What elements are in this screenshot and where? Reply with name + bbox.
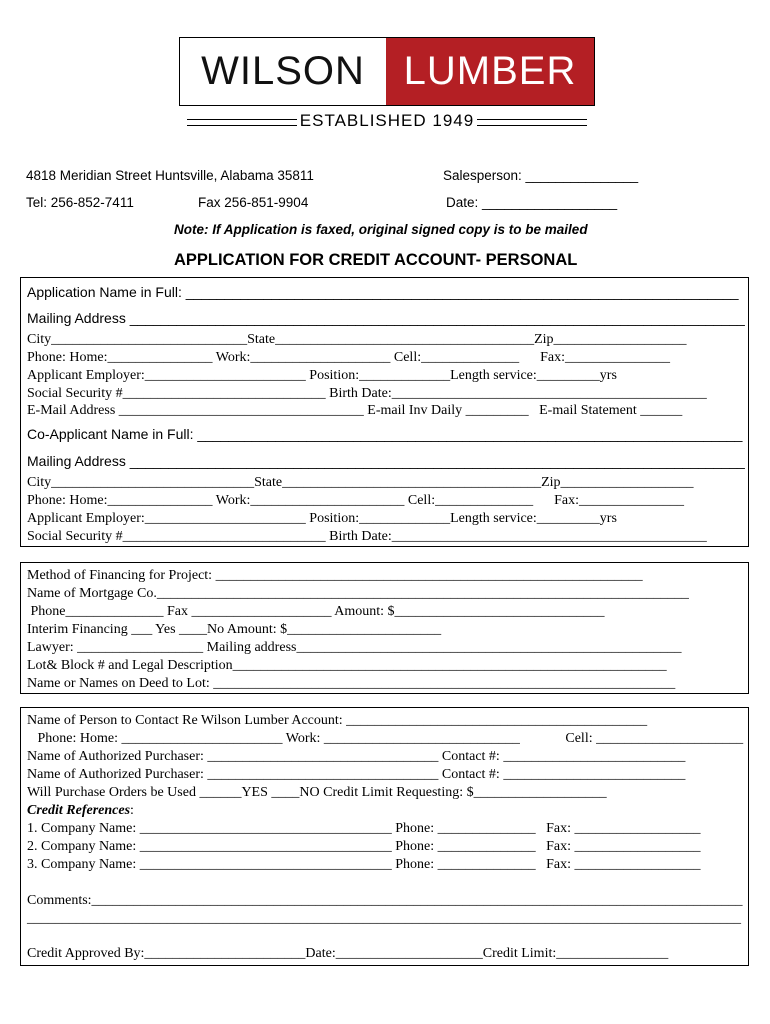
coapplicant-name-field[interactable]: Co-Applicant Name in Full: ______________________________________________________________________ [27, 426, 743, 442]
authorized-purchaser-2[interactable]: Name of Authorized Purchaser: _________________________________ Contact #: __________________________ [27, 767, 686, 782]
ssn-birthdate-row[interactable]: Social Security #_____________________________ Birth Date:_____________________________________________ [27, 386, 707, 401]
phone-row[interactable]: Phone: Home:_______________ Work:____________________ Cell:______________ Fax:_______________ [27, 350, 670, 365]
deed-names-field[interactable]: Name or Names on Deed to Lot: __________________________________________________________________ [27, 676, 676, 691]
credit-reference-2[interactable]: 2. Company Name: ____________________________________ Phone: ______________ Fax: __________________ [27, 839, 701, 854]
mortgage-company-field[interactable]: Name of Mortgage Co.____________________________________________________________________________ [27, 586, 689, 601]
logo-lumber-text: LUMBER [386, 38, 594, 105]
credit-references-label: Credit References [27, 803, 131, 818]
application-name-field[interactable]: Application Name in Full: _______________________________________________________________________ [27, 284, 739, 300]
credit-references-colon: : [130, 803, 134, 818]
mailing-address-field[interactable]: Mailing Address _______________________________________________________________________________ [27, 310, 745, 326]
credit-approval-row[interactable]: Credit Approved By:_______________________Date:_____________________Credit Limit:________________ [27, 946, 669, 961]
email-row[interactable]: E-Mail Address ___________________________________ E-mail Inv Daily _________ E-mail Statement ______ [27, 403, 683, 418]
phone-fax-amount-row[interactable]: Phone______________ Fax ____________________ Amount: $______________________________ [27, 604, 605, 619]
decorative-rule-right [477, 119, 587, 126]
references-section [20, 707, 749, 966]
form-title: APPLICATION FOR CREDIT ACCOUNT- PERSONAL [174, 251, 578, 269]
established-text: ESTABLISHED 1949 [299, 111, 475, 130]
lawyer-row[interactable]: Lawyer: __________________ Mailing address_______________________________________________________ [27, 640, 682, 655]
co-employer-row[interactable]: Applicant Employer:_______________________ Position:_____________Length service:_________yrs [27, 511, 617, 526]
company-address: 4818 Meridian Street Huntsville, Alabama 35811 [26, 168, 314, 183]
salesperson-field[interactable]: Salesperson: _______________ [443, 168, 639, 183]
purchase-orders-row[interactable]: Will Purchase Orders be Used ______YES ____NO Credit Limit Requesting: $___________________ [27, 785, 607, 800]
comments-field-line-2[interactable]: ______________________________________________________________________________________________________ [27, 911, 741, 926]
co-mailing-address-field[interactable]: Mailing Address _______________________________________________________________________________ [27, 453, 745, 469]
fax-note: Note: If Application is faxed, original signed copy is to be mailed [174, 222, 588, 237]
financing-method-field[interactable]: Method of Financing for Project: _____________________________________________________________ [27, 568, 643, 583]
logo-wilson-text: WILSON [201, 49, 365, 93]
financing-section [20, 562, 749, 694]
established-banner [179, 111, 595, 135]
contact-phone-row[interactable]: Phone: Home: _______________________ Work: ____________________________ Cell: _____________________ [27, 731, 744, 746]
company-fax: Fax 256-851-9904 [198, 195, 309, 210]
lot-block-field[interactable]: Lot& Block # and Legal Description______________________________________________________________ [27, 658, 667, 673]
authorized-purchaser-1[interactable]: Name of Authorized Purchaser: _________________________________ Contact #: __________________________ [27, 749, 686, 764]
co-phone-row[interactable]: Phone: Home:_______________ Work:______________________ Cell:______________ Fax:_______________ [27, 493, 684, 508]
comments-field[interactable]: Comments:_____________________________________________________________________________________________ [27, 893, 743, 908]
co-city-state-zip-row[interactable]: City_____________________________State_____________________________________Zip___________________ [27, 475, 694, 490]
employer-row[interactable]: Applicant Employer:_______________________ Position:_____________Length service:_________yrs [27, 368, 617, 383]
account-contact-field[interactable]: Name of Person to Contact Re Wilson Lumber Account: ___________________________________________ [27, 713, 648, 728]
applicant-section [20, 277, 749, 547]
credit-references-heading [27, 803, 134, 819]
credit-reference-1[interactable]: 1. Company Name: ____________________________________ Phone: ______________ Fax: __________________ [27, 821, 701, 836]
interim-financing-row[interactable]: Interim Financing ___ Yes ____No Amount: $______________________ [27, 622, 442, 637]
credit-reference-3[interactable]: 3. Company Name: ____________________________________ Phone: ______________ Fax: __________________ [27, 857, 701, 872]
date-field[interactable]: Date: __________________ [446, 195, 618, 210]
company-logo [179, 37, 595, 106]
company-tel: Tel: 256-852-7411 [26, 195, 134, 210]
co-ssn-birthdate-row[interactable]: Social Security #_____________________________ Birth Date:_____________________________________________ [27, 529, 707, 544]
city-state-zip-row[interactable]: City____________________________State_____________________________________Zip___________________ [27, 332, 687, 347]
